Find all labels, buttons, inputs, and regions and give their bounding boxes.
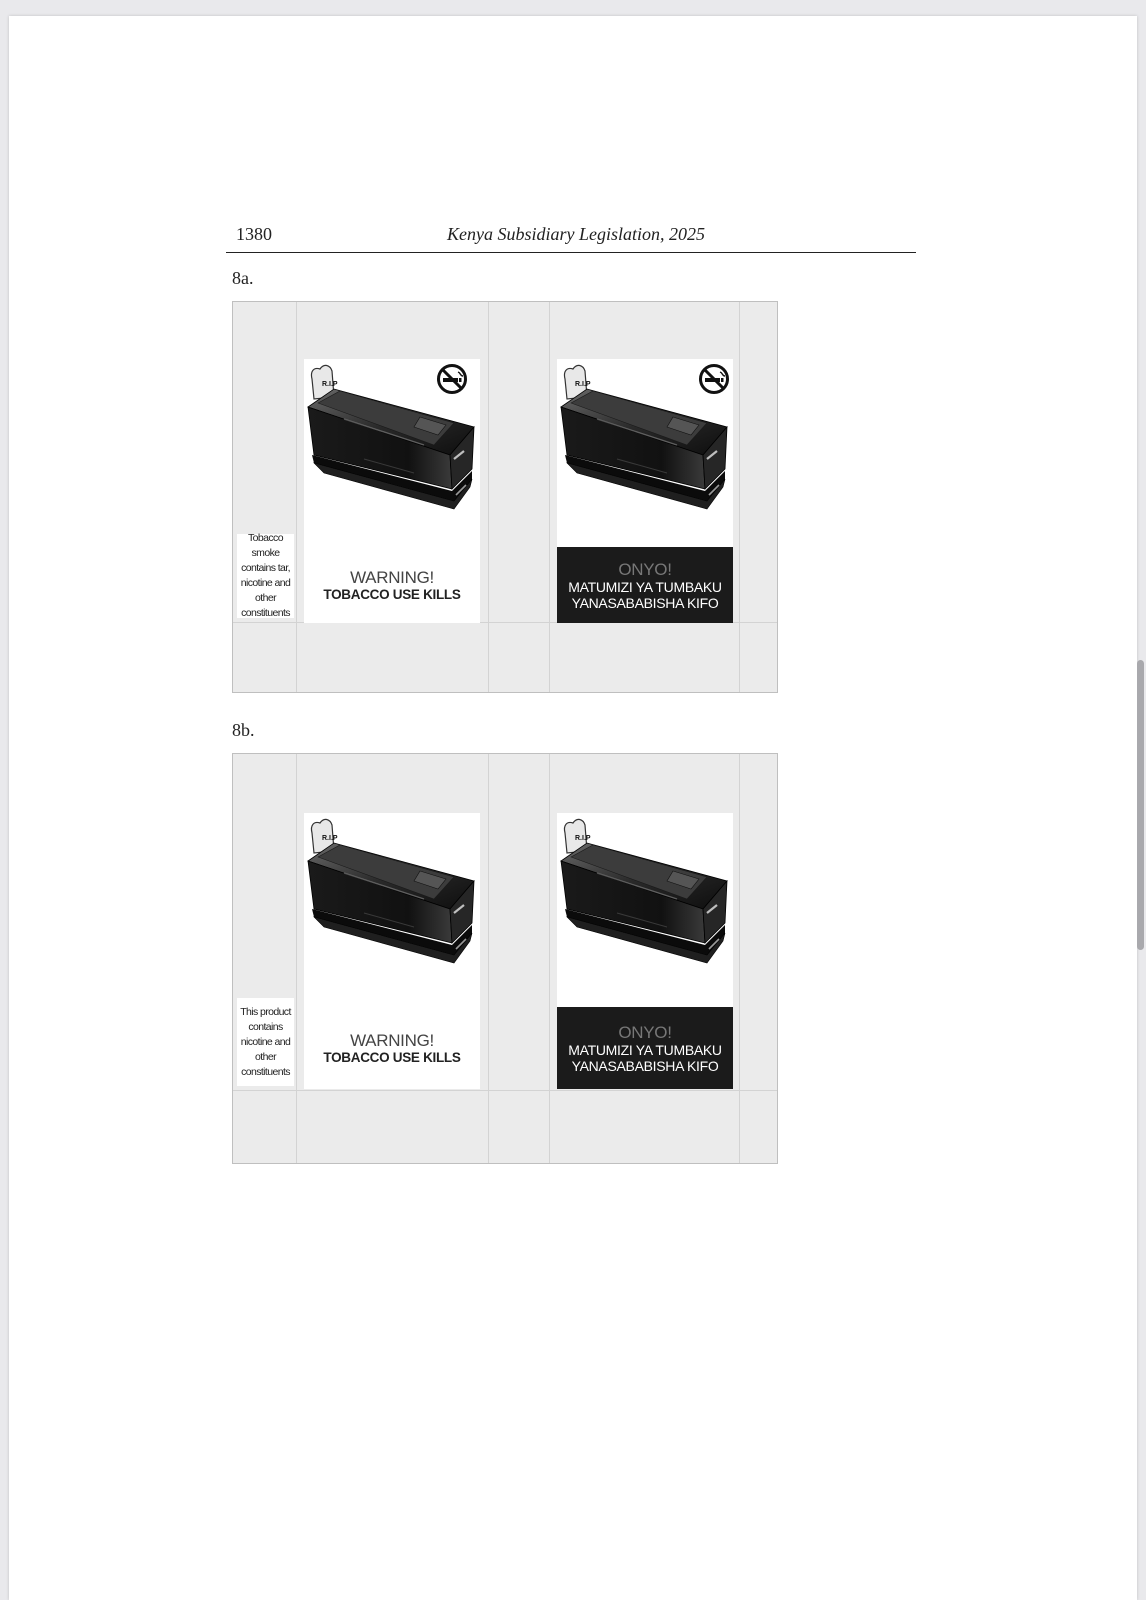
onyo-caption — [557, 1007, 733, 1089]
swahili-warning-panel — [557, 813, 733, 1089]
no-smoking-icon — [698, 363, 730, 395]
pack-layout-8b — [232, 753, 778, 1164]
english-warning-panel — [304, 813, 480, 1089]
onyo-line-2: YANASABABISHA KIFO — [571, 1057, 719, 1074]
page-number: 1380 — [236, 224, 272, 244]
no-smoking-icon — [436, 363, 468, 395]
running-title: Kenya Subsidiary Legislation, 2025 — [447, 224, 705, 244]
side-panel-message: Tobacco smoke contains tar, nicotine and other constituents — [237, 534, 294, 618]
warning-heading: WARNING! — [350, 1030, 434, 1050]
swahili-warning-panel — [557, 359, 733, 623]
warning-body: TOBACCO USE KILLS — [323, 1049, 461, 1065]
figure-label-8b: 8b. — [232, 720, 255, 740]
pack-layout-8a — [232, 301, 778, 693]
warning-body: TOBACCO USE KILLS — [323, 586, 461, 602]
warning-caption — [304, 547, 480, 623]
warning-heading: WARNING! — [350, 567, 434, 587]
figure-label-8a: 8a. — [232, 268, 254, 288]
onyo-caption — [557, 547, 733, 623]
warning-caption — [304, 1007, 480, 1089]
coffin-image — [557, 813, 733, 1001]
onyo-line-2: YANASABABISHA KIFO — [571, 594, 719, 611]
onyo-heading: ONYO! — [618, 1022, 672, 1042]
scrollbar-thumb[interactable] — [1137, 660, 1144, 950]
onyo-heading: ONYO! — [618, 559, 672, 579]
english-warning-panel — [304, 359, 480, 623]
side-panel-message: This product contains nicotine and other constituents — [237, 998, 294, 1086]
coffin-image — [304, 813, 480, 1001]
vertical-scrollbar[interactable] — [1136, 16, 1146, 1600]
onyo-line-1: MATUMIZI YA TUMBAKU — [568, 578, 722, 595]
onyo-line-1: MATUMIZI YA TUMBAKU — [568, 1041, 722, 1058]
page-header — [226, 224, 916, 253]
